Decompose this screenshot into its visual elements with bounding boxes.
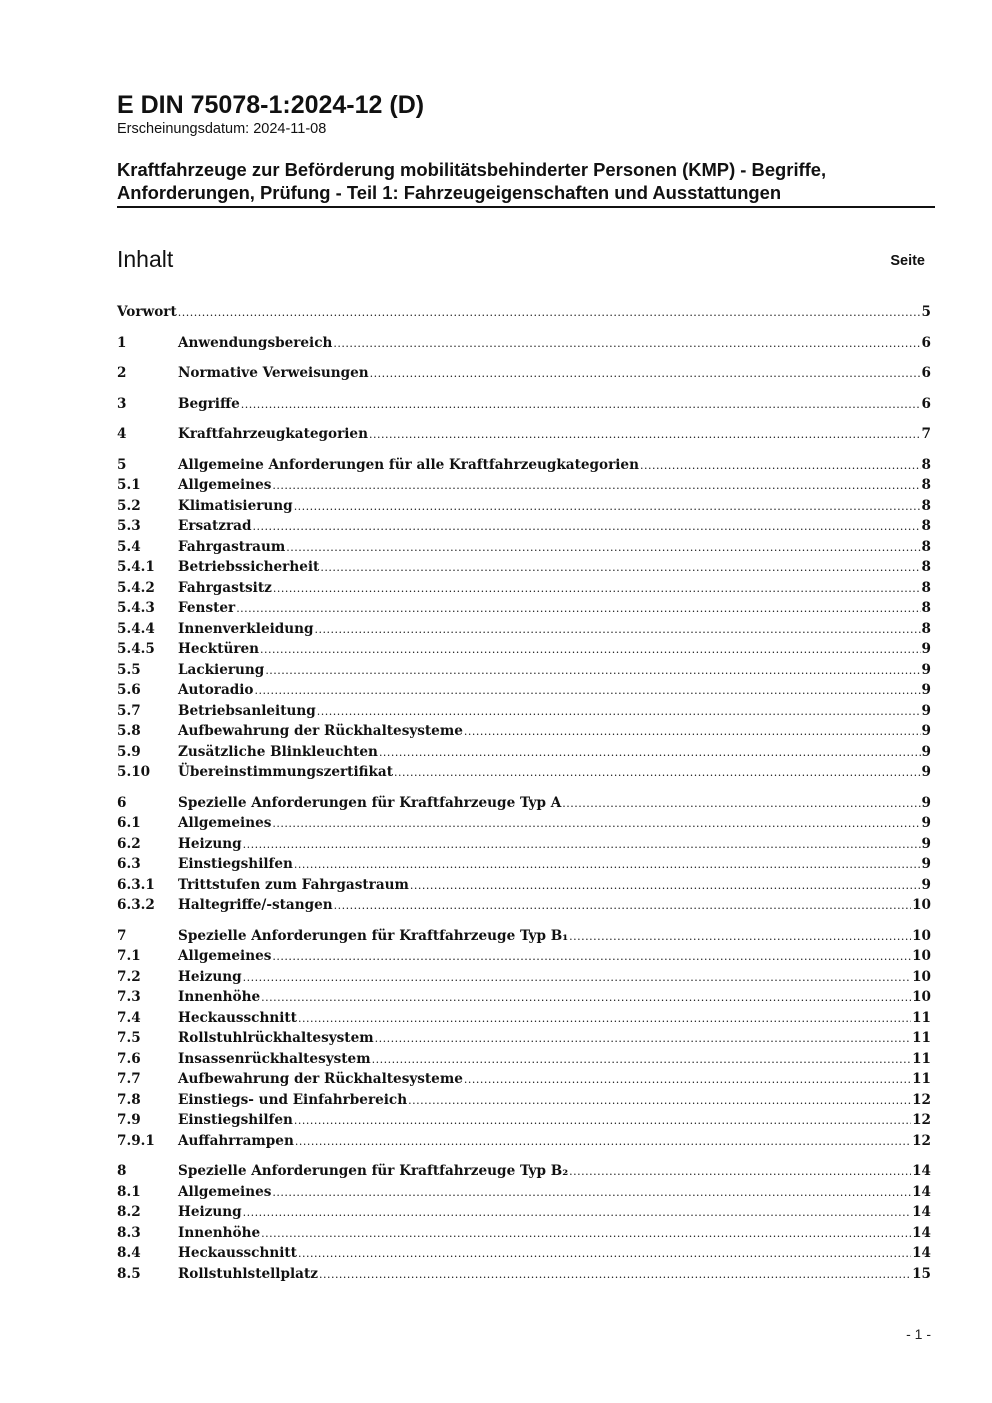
toc-entry-title: Spezielle Anforderungen für Kraftfahrzeuge Typ B₁ (178, 927, 569, 944)
toc-entry-page: 12 (912, 1091, 931, 1108)
toc-entry[interactable] (117, 363, 931, 384)
toc-entry-page: 6 (921, 334, 931, 351)
toc-entry[interactable] (117, 762, 931, 783)
toc-entry-title: Fenster (178, 600, 236, 616)
toc-entry-title: Betriebssicherheit (178, 559, 320, 575)
toc-entry-number: 6.3 (117, 856, 141, 872)
toc-entry-title: Begriffe (178, 395, 240, 412)
toc-entry-number: 8.1 (117, 1183, 141, 1200)
toc-entry-page: 10 (912, 948, 931, 964)
toc-dot-leader (372, 1049, 911, 1070)
toc-entry-number: 5.10 (117, 764, 151, 780)
toc-entry-page: 9 (921, 682, 931, 698)
toc-dot-leader (320, 557, 920, 578)
toc-entry-number: 5.9 (117, 743, 141, 760)
document-title-line-1: Kraftfahrzeuge zur Beförderung mobilitätsbehinderter Personen (KMP) - Begriffe, (117, 159, 827, 180)
toc-entry[interactable] (117, 895, 931, 916)
toc-entry-page: 8 (921, 497, 931, 514)
toc-dot-leader (254, 680, 920, 701)
toc-entry-title: Insassenrückhaltesystem (178, 1050, 371, 1067)
toc-entry-page: 12 (912, 1112, 931, 1128)
toc-entry-page: 6 (921, 365, 931, 381)
toc-entry-title: Anwendungsbereich (178, 334, 333, 351)
toc-entry-page: 9 (921, 702, 931, 719)
toc-entry-page: 9 (921, 794, 931, 811)
toc-entry-title: Auffahrrampen (178, 1132, 294, 1149)
toc-entry-title: Normative Verweisungen (178, 365, 369, 381)
toc-entry-page: 9 (921, 835, 931, 852)
toc-entry-page: 10 (912, 989, 931, 1005)
toc-entry[interactable] (117, 660, 931, 681)
toc-entry[interactable] (117, 1028, 931, 1049)
toc-entry-number: 7.9.1 (117, 1132, 155, 1149)
toc-entry[interactable] (117, 680, 931, 701)
toc-dot-leader (272, 1182, 911, 1203)
toc-entry-number: 5.1 (117, 477, 141, 493)
toc-entry[interactable] (117, 1202, 931, 1223)
toc-entry-page: 9 (921, 815, 931, 831)
toc-entry-title: Spezielle Anforderungen für Kraftfahrzeuge Typ A (178, 794, 562, 811)
toc-dot-leader (261, 1223, 911, 1244)
toc-entry-title: Einstiegshilfen (178, 856, 293, 872)
toc-entry-page: 11 (912, 1050, 931, 1067)
toc-dot-leader (272, 475, 920, 496)
toc-entry-page: 8 (921, 559, 931, 575)
toc-entry-page: 8 (921, 538, 931, 555)
toc-entry[interactable] (117, 813, 931, 834)
toc-entry-number: 6.3.2 (117, 897, 155, 913)
toc-entry[interactable] (117, 557, 931, 578)
toc-entry[interactable] (117, 1264, 931, 1285)
toc-heading: Inhalt (117, 246, 174, 272)
toc-entry-title: Kraftfahrzeugkategorien (178, 426, 368, 442)
toc-entry[interactable] (117, 967, 931, 988)
toc-entry-page: 9 (921, 743, 931, 760)
toc-entry[interactable] (117, 742, 931, 763)
toc-entry-title: Zusätzliche Blinkleuchten (178, 743, 378, 760)
toc-entry[interactable] (117, 475, 931, 496)
toc-dot-leader (265, 660, 920, 681)
toc-entry-number: 5.4.5 (117, 641, 155, 657)
toc-entry-number: 5.4.3 (117, 600, 155, 616)
toc-entry-page: 10 (912, 897, 931, 913)
toc-entry-number: 7.5 (117, 1030, 141, 1046)
toc-entry-number: 5.4.4 (117, 620, 155, 637)
toc-dot-leader (333, 333, 920, 354)
toc-entry-number: 6 (117, 794, 127, 811)
toc-entry-number: 7.3 (117, 989, 141, 1005)
toc-dot-leader (464, 1069, 911, 1090)
toc-entry-number: 8.5 (117, 1265, 141, 1282)
toc-dot-leader (370, 363, 921, 384)
release-date: Erscheinungsdatum: 2024-11-08 (117, 121, 327, 137)
toc-entry-title: Heizung (178, 968, 242, 985)
toc-dot-leader (260, 639, 920, 660)
toc-dot-leader (369, 424, 921, 445)
toc-entry-page: 14 (912, 1224, 931, 1241)
toc-entry-title: Autoradio (178, 682, 254, 698)
toc-entry-title: Allgemeines (178, 948, 272, 964)
toc-entry[interactable] (117, 1161, 931, 1182)
toc-entry[interactable] (117, 1243, 931, 1264)
toc-entry[interactable] (117, 578, 931, 599)
toc-entry-number: 7.7 (117, 1071, 141, 1087)
toc-dot-leader (261, 987, 911, 1008)
toc-dot-leader (298, 1243, 911, 1264)
toc-entry-number: 5.4.1 (117, 559, 155, 575)
toc-entry[interactable] (117, 1131, 931, 1152)
document-id: E DIN 75078-1:2024-12 (D) (117, 91, 425, 119)
toc-entry[interactable] (117, 1008, 931, 1029)
toc-entry-title: Hecktüren (178, 641, 260, 657)
toc-entry-page: 6 (921, 395, 931, 412)
toc-dot-leader (562, 793, 920, 814)
toc-entry-number: 8.4 (117, 1245, 141, 1261)
toc-entry-number: 6.1 (117, 815, 141, 831)
toc-entry-title: Aufbewahrung der Rückhaltesysteme (178, 1071, 463, 1087)
toc-entry[interactable] (117, 639, 931, 660)
toc-entry-title: Betriebsanleitung (178, 702, 316, 719)
toc-dot-leader (295, 1131, 911, 1152)
toc-entry-title: Fahrgastraum (178, 538, 286, 555)
toc-entry-number: 5.4 (117, 538, 141, 555)
toc-entry-title: Heizung (178, 1204, 242, 1220)
toc-entry-page: 9 (921, 723, 931, 739)
page-column-label: Seite (890, 253, 925, 269)
toc-dot-leader (315, 619, 921, 640)
toc-entry-title: Rollstuhlrückhaltesystem (178, 1030, 374, 1046)
toc-entry-number: 7.2 (117, 968, 141, 985)
toc-entry-title: Innenverkleidung (178, 620, 314, 637)
toc-entry-page: 8 (921, 600, 931, 616)
toc-entry[interactable] (117, 875, 931, 896)
toc-entry[interactable] (117, 1223, 931, 1244)
toc-entry-page: 8 (921, 518, 931, 534)
toc-entry-page: 14 (912, 1183, 931, 1200)
toc-entry-page: 14 (912, 1245, 931, 1261)
toc-entry-title: Klimatisierung (178, 497, 293, 514)
toc-entry[interactable] (117, 1049, 931, 1070)
toc-entry-page: 10 (912, 968, 931, 985)
toc-entry-number: 4 (117, 426, 127, 442)
toc-entry[interactable] (117, 619, 931, 640)
toc-entry[interactable] (117, 424, 931, 445)
toc-entry[interactable] (117, 834, 931, 855)
toc-entry-page: 11 (912, 1009, 931, 1026)
toc-entry[interactable] (117, 455, 931, 476)
toc-dot-leader (273, 578, 921, 599)
toc-dot-leader (178, 302, 921, 323)
toc-entry-number: 5 (117, 456, 127, 473)
toc-entry[interactable] (117, 721, 931, 742)
toc-dot-leader (408, 1090, 911, 1111)
toc-dot-leader (243, 967, 911, 988)
toc-entry-page: 8 (921, 579, 931, 596)
toc-entry[interactable] (117, 793, 931, 814)
toc-dot-leader (294, 1110, 911, 1131)
toc-entry[interactable] (117, 987, 931, 1008)
toc-entry-number: 7 (117, 927, 127, 944)
toc-dot-leader (286, 537, 920, 558)
toc-entry-page: 15 (912, 1265, 931, 1282)
toc-entry-number: 5.6 (117, 682, 141, 698)
toc-entry-page: 9 (921, 876, 931, 893)
toc-entry[interactable] (117, 854, 931, 875)
toc-entry[interactable] (117, 1090, 931, 1111)
toc-entry-number: 5.2 (117, 497, 141, 514)
toc-entry-title: Heckausschnitt (178, 1009, 297, 1026)
toc-entry-page: 11 (912, 1071, 931, 1087)
document-title-line-2: Anforderungen, Prüfung - Teil 1: Fahrzeugeigenschaften und Ausstattungen (117, 182, 782, 203)
toc-entry-page: 5 (921, 304, 931, 320)
toc-entry-title: Ersatzrad (178, 518, 252, 534)
toc-dot-leader (294, 496, 921, 517)
toc-entry-number: 5.4.2 (117, 579, 155, 596)
toc-entry[interactable] (117, 1110, 931, 1131)
toc-dot-leader (241, 394, 921, 415)
toc-dot-leader (317, 701, 921, 722)
toc-dot-leader (298, 1008, 911, 1029)
toc-entry-page: 9 (921, 641, 931, 657)
toc-entry-title: Fahrgastsitz (178, 579, 272, 596)
toc-dot-leader (334, 895, 911, 916)
toc-entry-number: 8.2 (117, 1204, 141, 1220)
toc-entry-number: 7.8 (117, 1091, 141, 1108)
toc-dot-leader (243, 834, 921, 855)
toc-entry-title: Heizung (178, 835, 242, 852)
toc-dot-leader (410, 875, 921, 896)
toc-entry-number: 5.7 (117, 702, 141, 719)
toc-entry-title: Vorwort (117, 304, 177, 320)
toc-entry-title: Übereinstimmungszertifikat (178, 764, 394, 780)
toc-entry-title: Heckausschnitt (178, 1245, 297, 1261)
toc-entry[interactable] (117, 516, 931, 537)
table-of-contents (117, 302, 931, 1284)
toc-dot-leader (640, 455, 921, 476)
toc-dot-leader (375, 1028, 911, 1049)
toc-entry-number: 1 (117, 334, 127, 351)
page-number: - 1 - (906, 1326, 931, 1342)
toc-dot-leader (464, 721, 921, 742)
toc-entry-page: 7 (921, 426, 931, 442)
toc-entry-number: 5.3 (117, 518, 141, 534)
toc-entry-number: 7.6 (117, 1050, 141, 1067)
toc-entry-title: Allgemeine Anforderungen für alle Kraftfahrzeugkategorien (178, 456, 639, 473)
toc-entry-title: Allgemeines (178, 477, 272, 493)
toc-entry[interactable] (117, 1069, 931, 1090)
toc-dot-leader (252, 516, 920, 537)
toc-dot-leader (272, 946, 911, 967)
toc-entry-page: 14 (912, 1163, 931, 1179)
toc-entry[interactable] (117, 598, 931, 619)
toc-dot-leader (394, 762, 921, 783)
toc-entry-page: 9 (921, 856, 931, 872)
toc-entry-number: 7.1 (117, 948, 141, 964)
document-title (117, 158, 935, 208)
toc-entry-page: 9 (921, 764, 931, 780)
toc-entry-title: Aufbewahrung der Rückhaltesysteme (178, 723, 463, 739)
toc-entry-number: 5.5 (117, 661, 141, 678)
toc-entry-title: Trittstufen zum Fahrgastraum (178, 876, 409, 893)
toc-entry-number: 7.9 (117, 1112, 141, 1128)
toc-dot-leader (236, 598, 920, 619)
toc-entry[interactable] (117, 537, 931, 558)
toc-entry-number: 3 (117, 395, 127, 412)
toc-entry-number: 6.3.1 (117, 876, 155, 893)
toc-entry-page: 9 (921, 661, 931, 678)
toc-dot-leader (319, 1264, 911, 1285)
toc-entry[interactable] (117, 1182, 931, 1203)
toc-entry-number: 8 (117, 1163, 127, 1179)
toc-entry[interactable] (117, 496, 931, 517)
toc-entry[interactable] (117, 926, 931, 947)
toc-entry-title: Spezielle Anforderungen für Kraftfahrzeuge Typ B₂ (178, 1163, 569, 1179)
toc-entry-page: 8 (921, 456, 931, 473)
toc-entry-page: 12 (912, 1132, 931, 1149)
toc-entry-title: Einstiegshilfen (178, 1112, 293, 1128)
toc-entry-page: 14 (912, 1204, 931, 1220)
toc-entry[interactable] (117, 946, 931, 967)
toc-entry-page: 8 (921, 620, 931, 637)
toc-entry-page: 8 (921, 477, 931, 493)
toc-entry-number: 8.3 (117, 1224, 141, 1241)
toc-dot-leader (569, 1161, 911, 1182)
toc-entry-number: 6.2 (117, 835, 141, 852)
toc-entry[interactable] (117, 701, 931, 722)
toc-entry-title: Innenhöhe (178, 1224, 261, 1241)
toc-dot-leader (272, 813, 920, 834)
toc-entry[interactable] (117, 333, 931, 354)
toc-dot-leader (294, 854, 921, 875)
toc-dot-leader (379, 742, 921, 763)
toc-entry-title: Haltegriffe/-stangen (178, 897, 333, 913)
toc-entry-number: 5.8 (117, 723, 141, 739)
toc-entry-title: Rollstuhlstellplatz (178, 1265, 318, 1282)
toc-entry-title: Lackierung (178, 661, 265, 678)
toc-entry-title: Innenhöhe (178, 989, 261, 1005)
toc-entry-number: 7.4 (117, 1009, 141, 1026)
toc-entry-title: Einstiegs- und Einfahrbereich (178, 1091, 408, 1108)
toc-entry[interactable] (117, 302, 931, 323)
toc-entry-page: 10 (912, 927, 931, 944)
toc-entry[interactable] (117, 394, 931, 415)
toc-dot-leader (569, 926, 911, 947)
toc-entry-number: 2 (117, 365, 127, 381)
toc-dot-leader (243, 1202, 911, 1223)
toc-entry-title: Allgemeines (178, 1183, 272, 1200)
toc-entry-title: Allgemeines (178, 815, 272, 831)
toc-entry-page: 11 (912, 1030, 931, 1046)
